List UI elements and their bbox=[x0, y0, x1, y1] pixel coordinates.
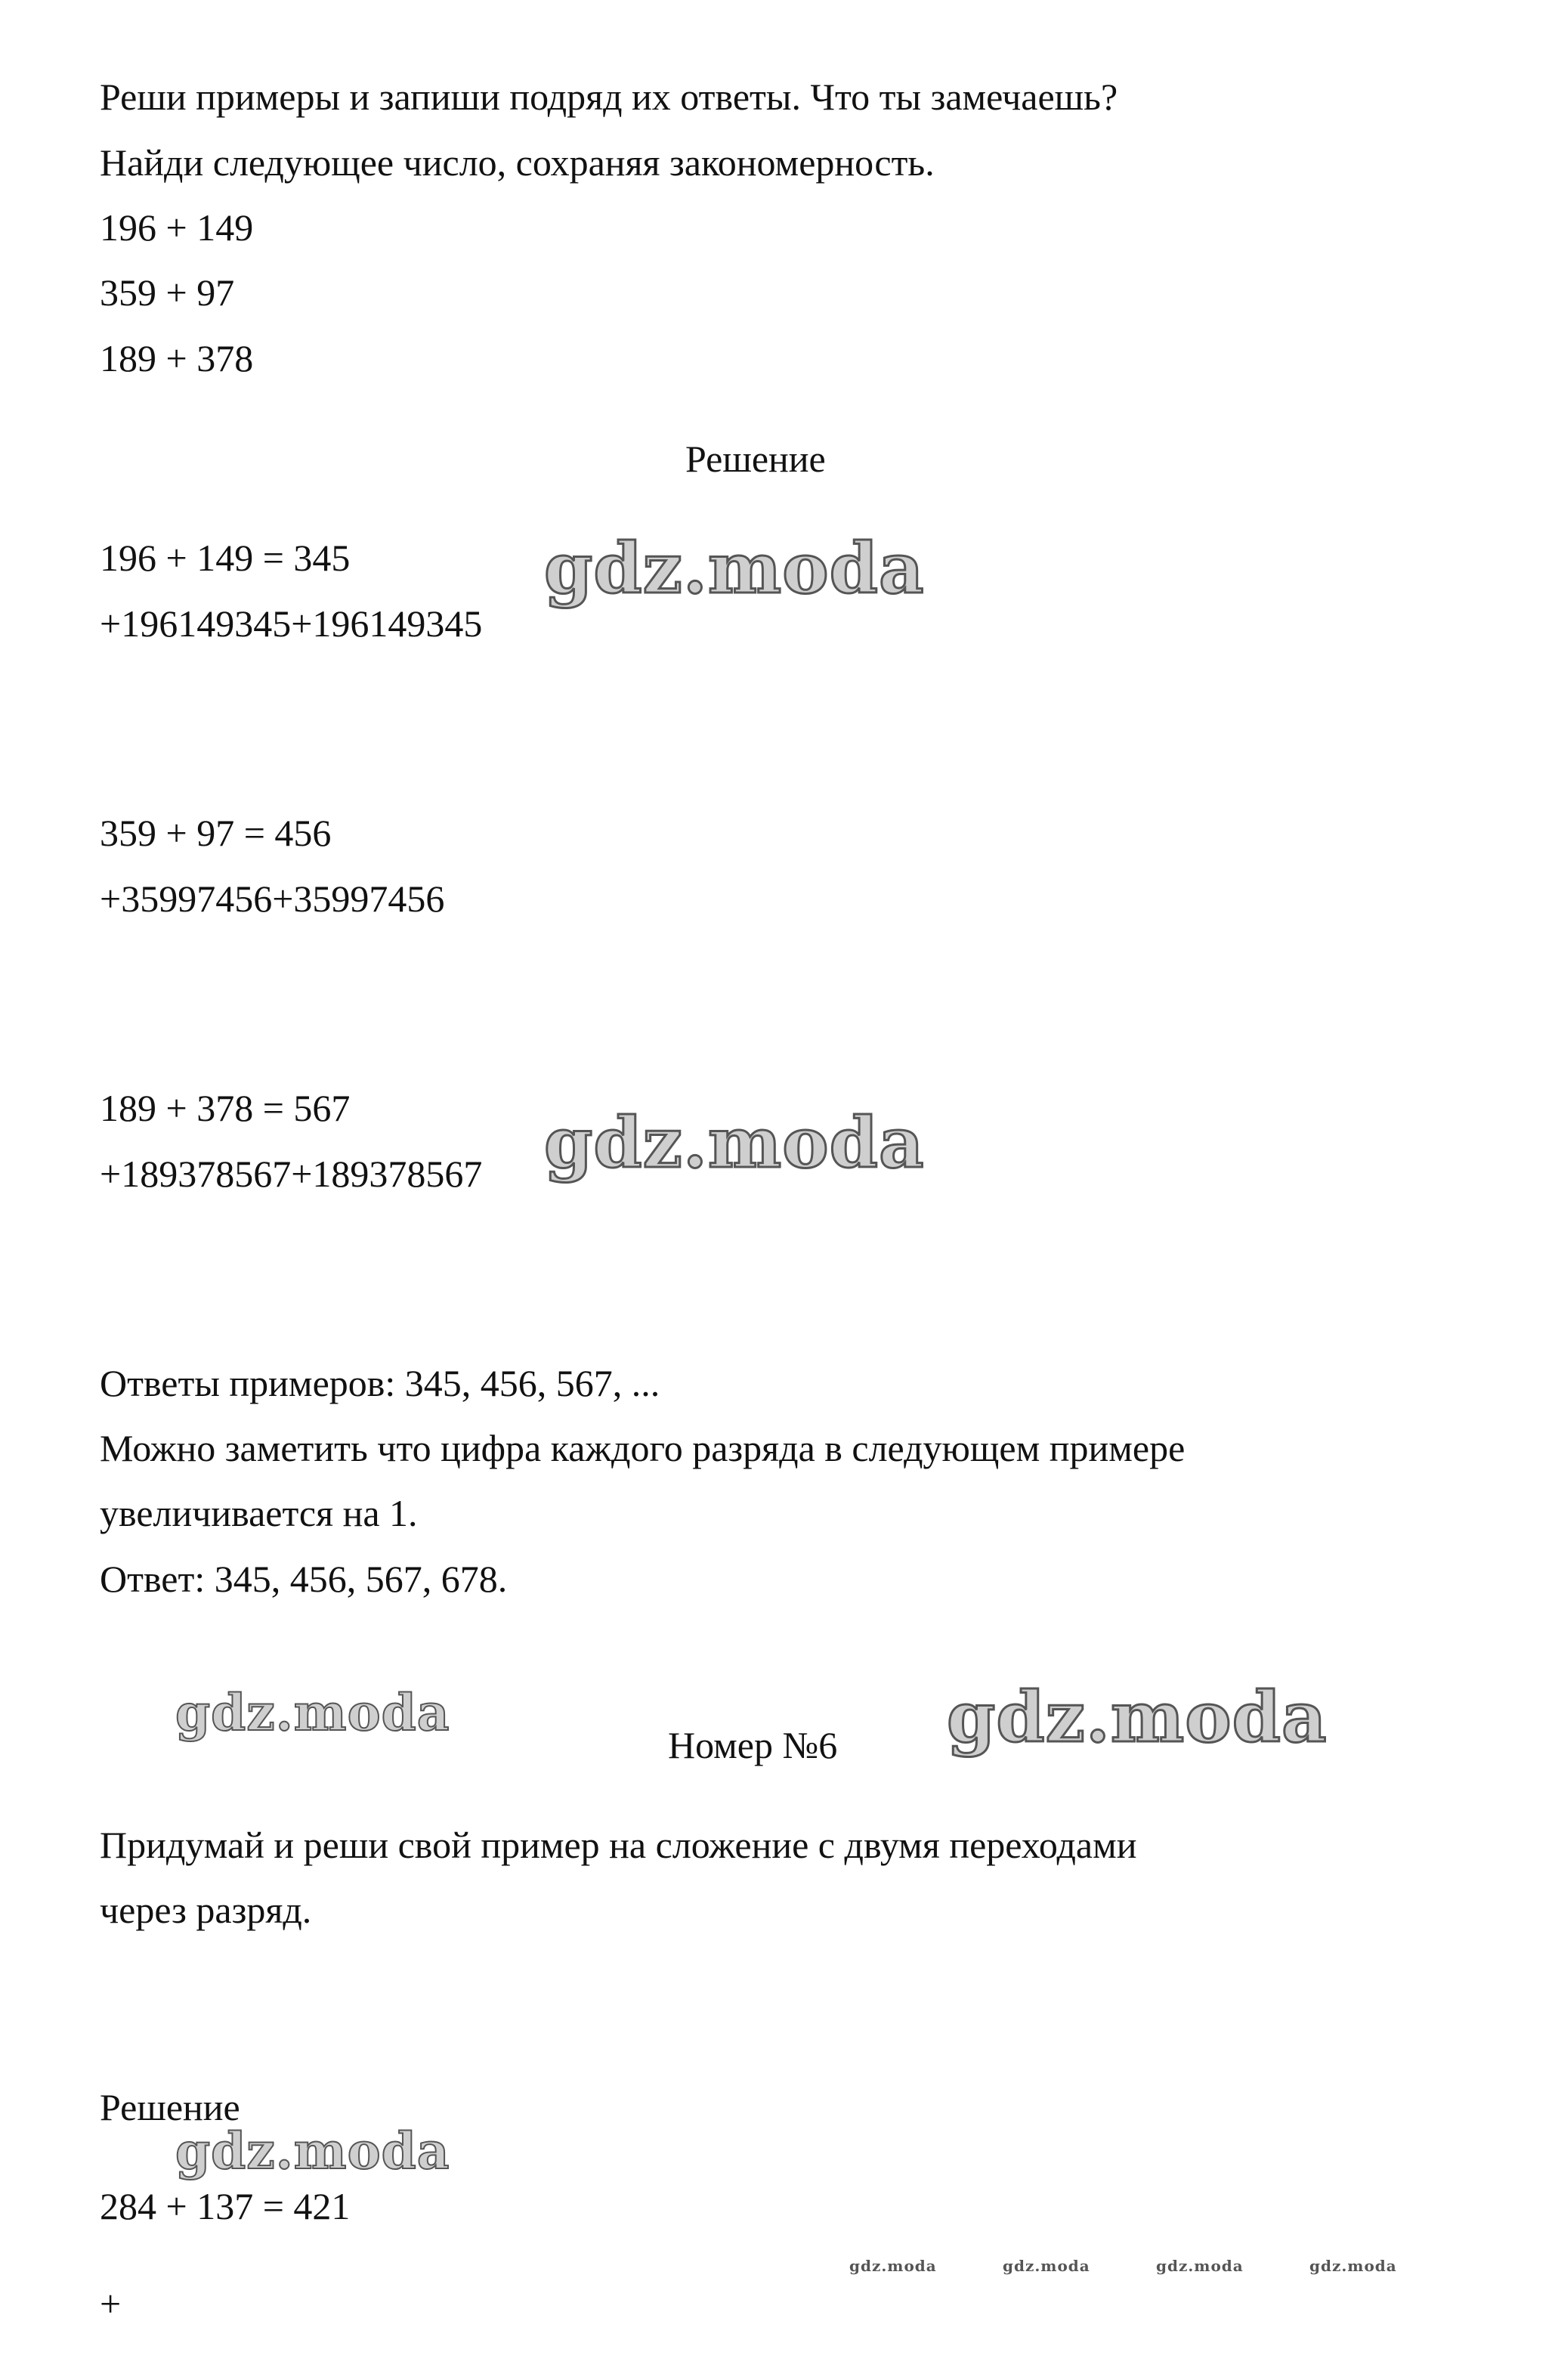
example-1: 196 + 149 bbox=[100, 206, 254, 249]
watermark-small: gdz.moda bbox=[849, 2257, 937, 2275]
watermark-small: gdz.moda bbox=[1003, 2257, 1090, 2275]
task6-line-1: Придумай и реши свой пример на сложение с двумя переходами bbox=[100, 1824, 1137, 1866]
equation-3: 189 + 378 = 567 bbox=[100, 1087, 351, 1129]
solution-heading: Решение bbox=[685, 438, 826, 480]
task6-heading: Номер №6 bbox=[668, 1724, 838, 1766]
equation-2: 359 + 97 = 456 bbox=[100, 812, 332, 854]
answers-line: Ответы примеров: 345, 456, 567, ... bbox=[100, 1362, 660, 1404]
example-3: 189 + 378 bbox=[100, 337, 254, 379]
watermark-small: gdz.moda bbox=[1156, 2257, 1244, 2275]
example-2: 359 + 97 bbox=[100, 271, 235, 314]
task6-line-2: через разряд. bbox=[100, 1889, 312, 1931]
column-addition-2: +35997456+35997456 bbox=[100, 877, 445, 920]
task6-equation: 284 + 137 = 421 bbox=[100, 2185, 351, 2227]
observation-line-1: Можно заметить что цифра каждого разряда в следующем примере bbox=[100, 1427, 1186, 1469]
column-addition-1: +196149345+196149345 bbox=[100, 602, 483, 645]
watermark-logo: gdz.moda bbox=[175, 2122, 450, 2180]
task-line-1: Реши примеры и запиши подряд их ответы. Что ты замечаешь? bbox=[100, 76, 1118, 118]
watermark-logo: gdz.moda bbox=[947, 1676, 1328, 1758]
task6-solution-heading: Решение bbox=[100, 2086, 240, 2128]
column-addition-3: +189378567+189378567 bbox=[100, 1153, 483, 1195]
task-line-2: Найди следующее число, сохраняя закономерность. bbox=[100, 141, 935, 184]
task6-plus-sign: + bbox=[100, 2283, 122, 2325]
final-answer: Ответ: 345, 456, 567, 678. bbox=[100, 1558, 508, 1600]
watermark-logo: gdz.moda bbox=[175, 1683, 450, 1742]
observation-line-2: увеличивается на 1. bbox=[100, 1492, 418, 1534]
watermark-logo: gdz.moda bbox=[544, 1102, 925, 1184]
watermark-logo: gdz.moda bbox=[544, 528, 925, 609]
equation-1: 196 + 149 = 345 bbox=[100, 537, 351, 579]
watermark-small: gdz.moda bbox=[1309, 2257, 1397, 2275]
